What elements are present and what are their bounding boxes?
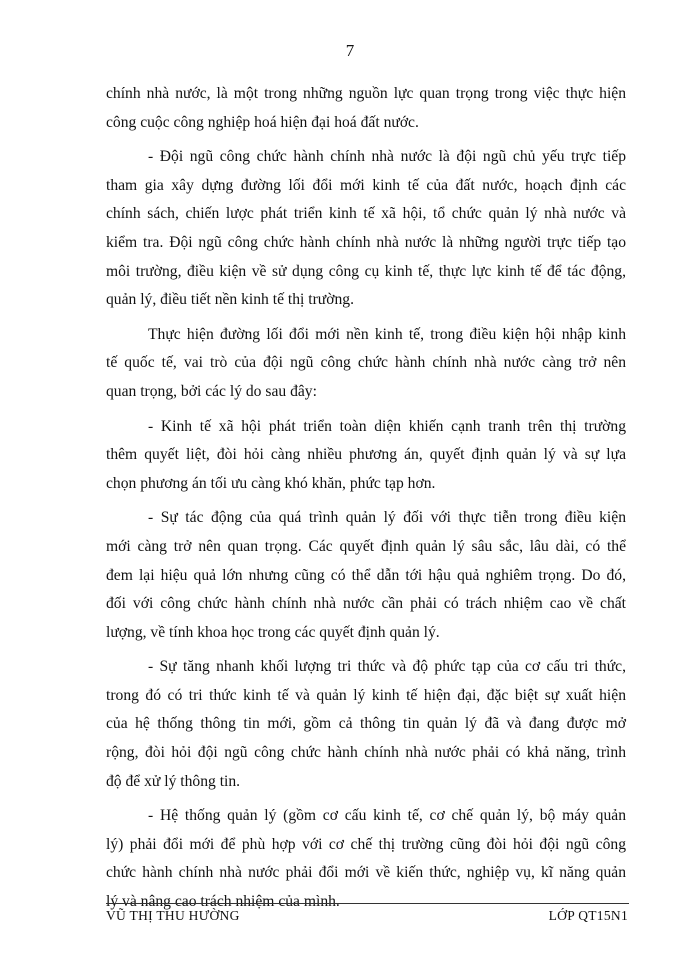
text-line: tế quốc tế, vai trò của đội ngũ công chức hành chính nhà nước càng trở nên (106, 354, 626, 372)
footer-author: VŨ THỊ THU HƯỜNG (106, 908, 240, 923)
paragraph-continuation (106, 80, 626, 137)
text-line: đối với công chức hành chính nhà nước cần phải có trách nhiệm cao về chất (106, 595, 626, 613)
text-line: thêm quyết liệt, đòi hỏi càng nhiều phương án, quyết định quản lý và sự lựa (106, 446, 626, 464)
paragraph-management-impact (106, 504, 626, 647)
paragraph-competition (106, 413, 626, 499)
text-line: chính sách, chiến lược phát triển kinh tế xã hội, tổ chức quản lý nhà nước và (106, 205, 626, 223)
text-line: - Kinh tế xã hội phát triển toàn diện khiến cạnh tranh trên thị trường (148, 417, 626, 435)
text-line: lý) phải đổi mới để phù hợp với cơ chế thị trường cũng đòi hỏi đội ngũ công (106, 835, 626, 853)
text-line: rộng, đòi hỏi đội ngũ công chức hành chính nhà nước phải có khả năng, trình (106, 744, 626, 762)
footer-class-code: LỚP QT15N1 (548, 908, 628, 923)
text-line: kiểm tra. Đội ngũ công chức hành chính nhà nước là những người trực tiếp tạo (106, 233, 626, 251)
text-line: tham gia xây dựng đường lối đổi mới kinh tế của đất nước, hoạch định các (106, 176, 626, 194)
text-line: - Hệ thống quản lý (gồm cơ cấu kinh tế, cơ chế quản lý, bộ máy quản (148, 807, 626, 825)
text-line: độ để xử lý thông tin. (106, 772, 241, 790)
text-line: - Đội ngũ công chức hành chính nhà nước là đội ngũ chủ yếu trực tiếp (148, 148, 626, 166)
text-line: mới càng trở nên quan trọng. Các quyết định quản lý sâu sắc, lâu dài, có thể (106, 537, 626, 555)
text-line: trong đó có tri thức kinh tế và quản lý kinh tế hiện đại, đặc biệt sự xuất hiện (106, 686, 626, 704)
text-line: chức hành chính nhà nước phải đổi mới về kiến thức, nghiệp vụ, kĩ năng quản (106, 864, 626, 882)
text-line: Thực hiện đường lối đổi mới nền kinh tế, trong điều kiện hội nhập kinh (148, 325, 626, 343)
text-line: công cuộc công nghiệp hoá hiện đại hoá đất nước. (106, 113, 419, 131)
text-line: chính nhà nước, là một trong những nguồn lực quan trọng trong việc thực hiện (106, 85, 626, 102)
footer-divider (106, 903, 629, 904)
text-line: - Sự tác động của quá trình quản lý đối với thực tiễn trong điều kiện (148, 509, 626, 527)
paragraph-civil-servant-role (106, 143, 626, 315)
paragraph-integration-intro (106, 321, 626, 407)
paragraph-system-reform (106, 802, 626, 916)
text-line: chọn phương án tối ưu càng khó khăn, phức tạp hơn. (106, 474, 436, 492)
text-line: của hệ thống thông tin mới, gồm cả thông tin quản lý đã và đang được mở (106, 715, 626, 733)
text-line: - Sự tăng nhanh khối lượng tri thức và độ phức tạp của cơ cấu tri thức, (148, 658, 626, 676)
text-line: quản lý, điều tiết nền kinh tế thị trường. (106, 291, 354, 309)
document-body (106, 80, 626, 923)
text-line: đem lại hiệu quả lớn nhưng cũng có thể dẫn tới hậu quả nghiêm trọng. Do đó, (106, 566, 626, 584)
text-line: lý và nâng cao trách nhiệm của mình. (106, 893, 340, 911)
page-number: 7 (345, 41, 355, 60)
text-line: quan trọng, bởi các lý do sau đây: (106, 382, 317, 400)
paragraph-knowledge-growth (106, 653, 626, 796)
text-line: lượng, về tính khoa học trong các quyết định quản lý. (106, 623, 440, 641)
text-line: môi trường, điều kiện về sử dụng công cụ kinh tế, thực lực kinh tế để tác động, (106, 262, 626, 280)
